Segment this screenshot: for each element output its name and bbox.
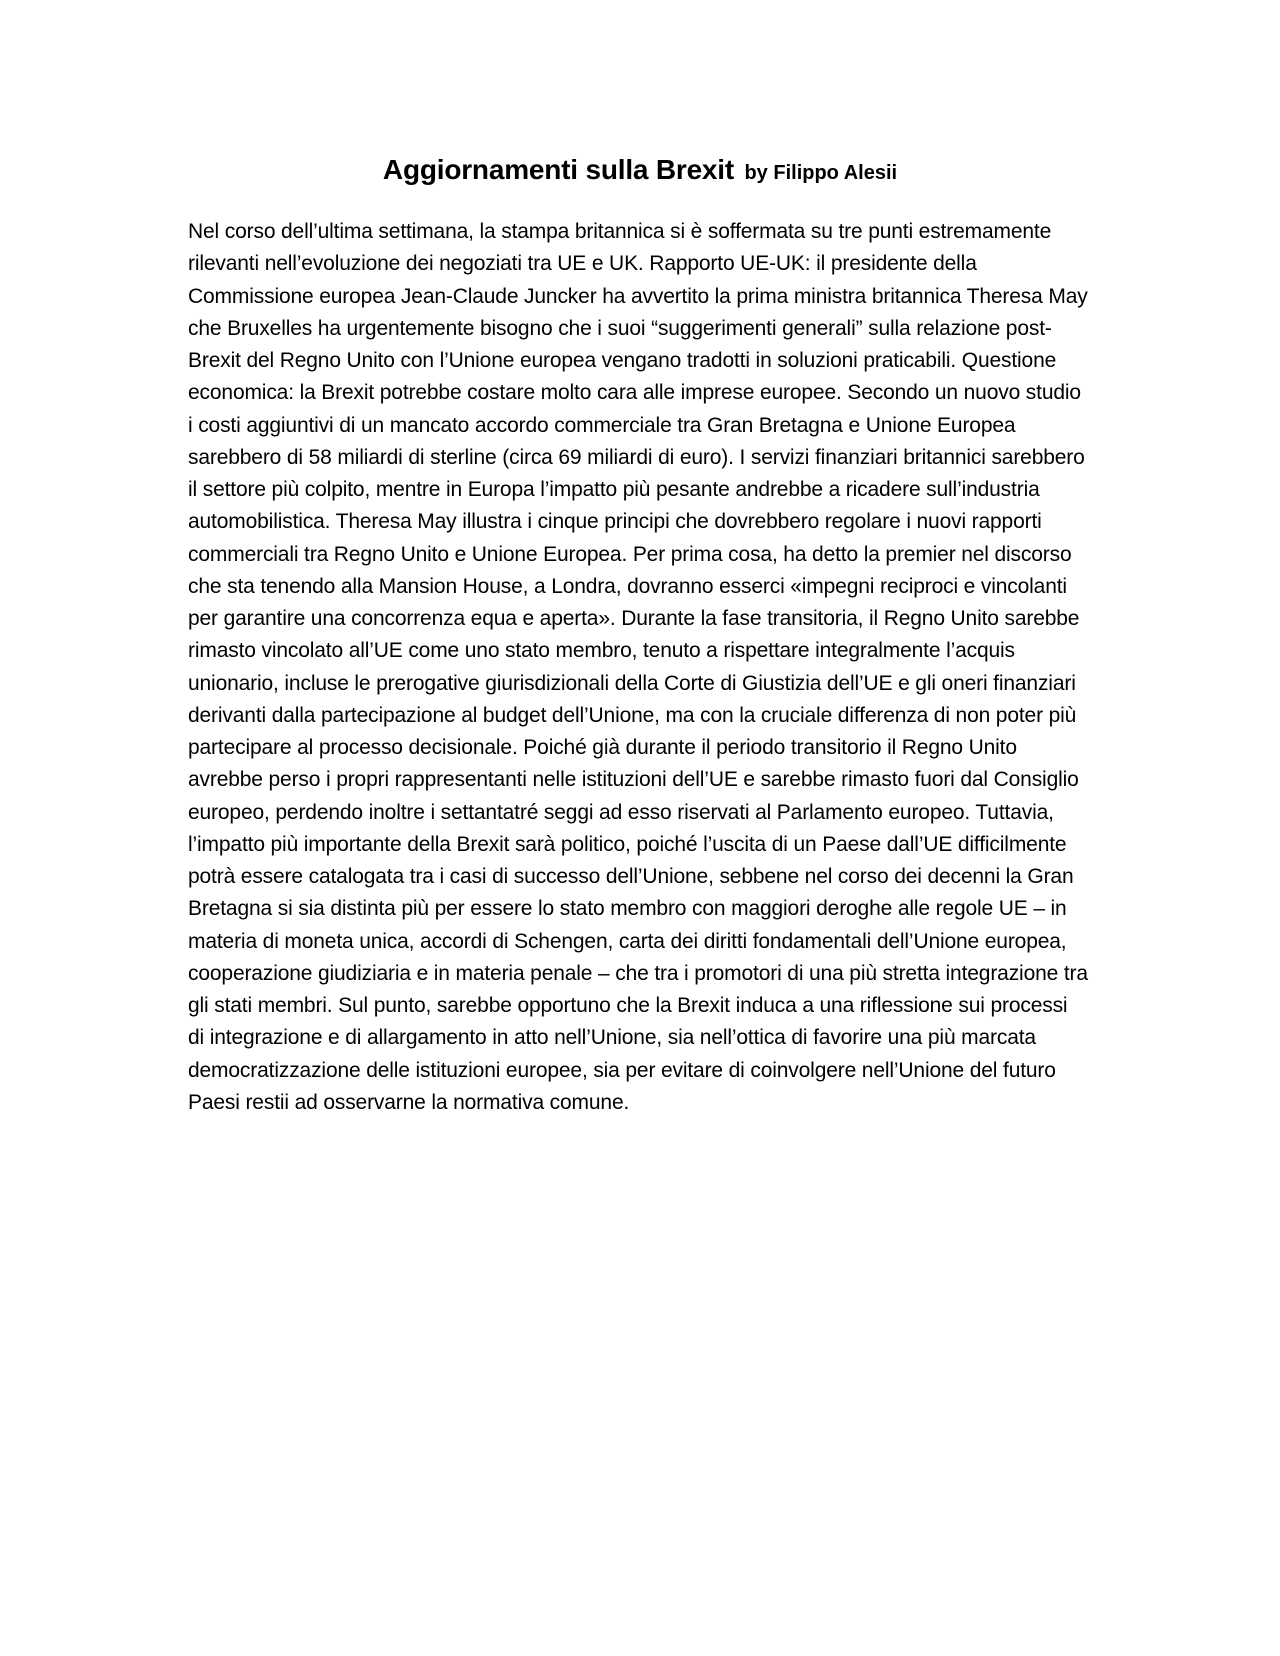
body-paragraph: Nel corso dell’ultima settimana, la stampa britannica si è soffermata su tre punti estremamente rilevanti nell’evoluzione dei negoziati tra UE e UK. Rapporto UE-UK: il presidente della Commissione europea Jean-Claude Juncker ha avvertito la prima ministra britannica Theresa May che Bruxelles ha urgentemente bisogno che i suoi “suggerimenti generali” sulla relazione post-Brexit del Regno Unito con l’Unione europea vengano tradotti in soluzioni praticabili. Questione economica: la Brexit potrebbe costare molto cara alle imprese europee. Secondo un nuovo studio i costi aggiuntivi di un mancato accordo commerciale tra Gran Bretagna e Unione Europea sarebbero di 58 miliardi di sterline (circa 69 miliardi di euro). I servizi finanziari britannici sarebbero il settore più colpito, mentre in Europa l’impatto più pesante andrebbe a ricadere sull’industria automobilistica. Theresa May illustra i cinque principi che dovrebbero regolare i nuovi rapporti commerciali tra Regno Unito e Unione Europea. Per prima cosa, ha detto la premier nel discorso che sta tenendo alla Mansion House, a Londra, dovranno esserci «impegni reciproci e vincolanti per garantire una concorrenza equa e aperta». Durante la fase transitoria, il Regno Unito sarebbe rimasto vincolato all’UE come uno stato membro, tenuto a rispettare integralmente l’acquis unionario, incluse le prerogative giurisdizionali della Corte di Giustizia dell’UE e gli oneri finanziari derivanti dalla partecipazione al budget dell’Unione, ma con la cruciale differenza di non poter più partecipare al processo decisionale. Poiché già durante il periodo transitorio il Regno Unito avrebbe perso i propri rappresentanti nelle istituzioni dell’UE e sarebbe rimasto fuori dal Consiglio europeo, perdendo inoltre i settantatré seggi ad esso riservati al Parlamento europeo. Tuttavia, l’impatto più importante della Brexit sarà politico, poiché l’uscita di un Paese dall’UE difficilmente potrà essere catalogata tra i casi di successo dell’Unione, sebbene nel corso dei decenni la Gran Bretagna si sia distinta più per essere lo stato membro con maggiori deroghe alle regole UE – in materia di moneta unica, accordi di Schengen, carta dei diritti fondamentali dell’Unione europea, cooperazione giudiziaria e in materia penale – che tra i promotori di una più stretta integrazione tra gli stati membri. Sul punto, sarebbe opportuno che la Brexit induca a una riflessione sui processi di integrazione e di allargamento in atto nell’Unione, sia nell’ottica di favorire una più marcata democratizzazione delle istituzioni europee, sia per evitare di coinvolgere nell’Unione del futuro Paesi restii ad osservarne la normativa comune. (188, 220, 1088, 1114)
title-block (0, 150, 1280, 195)
document-author: by Filippo Alesii (744, 162, 898, 184)
document-title: Aggiornamenti sulla Brexit (382, 154, 735, 185)
